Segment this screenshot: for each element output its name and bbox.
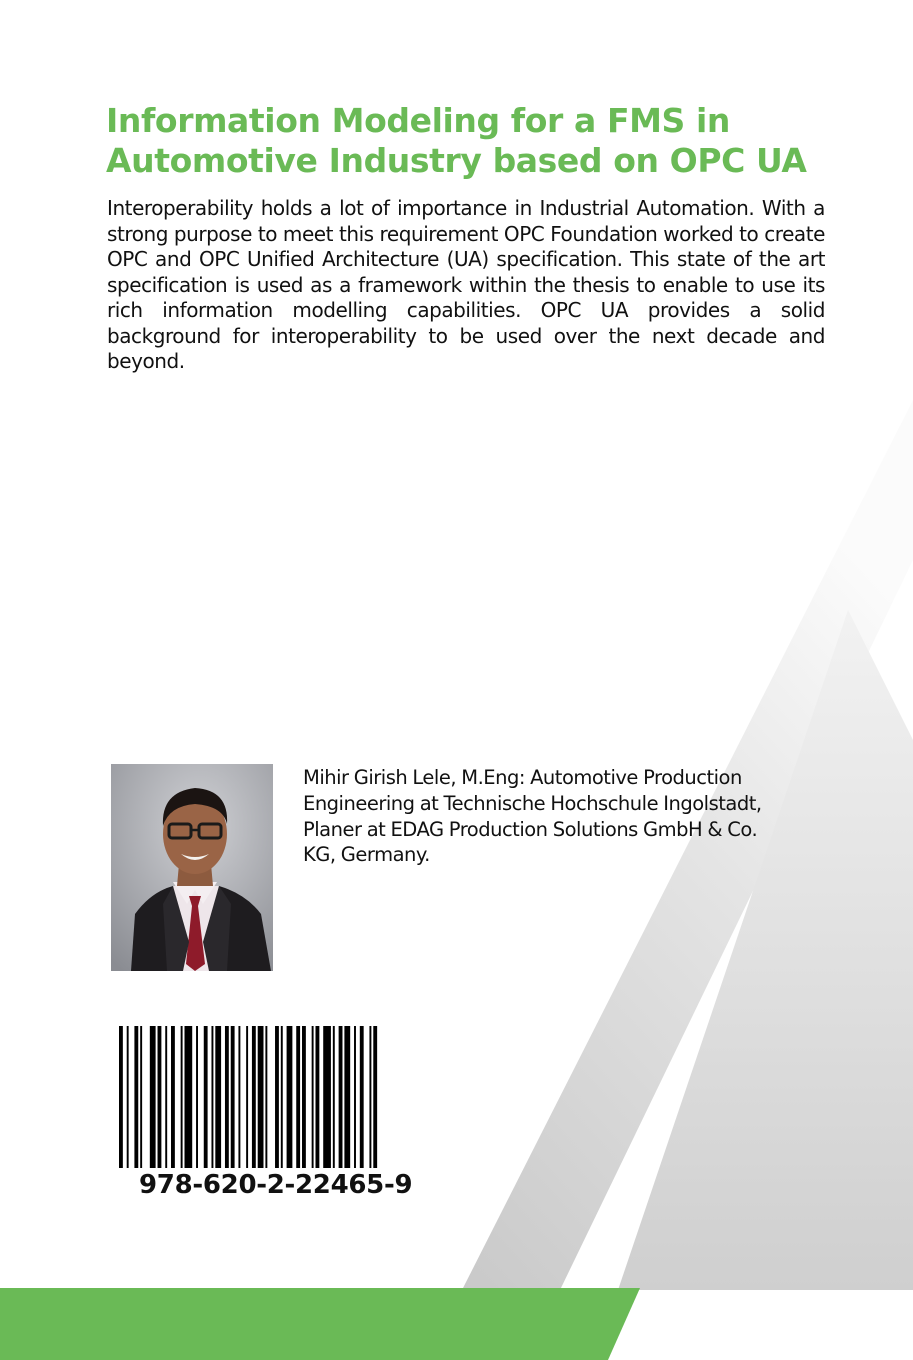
barcode-bar bbox=[281, 1026, 283, 1168]
barcode-bar bbox=[360, 1026, 364, 1168]
author-bio bbox=[303, 765, 823, 868]
barcode-bar bbox=[171, 1026, 175, 1168]
author-bio-line-2: Engineering at Technische Hochschule Ingolstadt, bbox=[303, 791, 762, 815]
barcode-bar bbox=[275, 1026, 279, 1168]
barcode-bar bbox=[302, 1026, 306, 1168]
barcode-bar bbox=[150, 1026, 156, 1168]
book-title-line-1: Information Modeling for a FMS in bbox=[106, 101, 730, 140]
barcode-bar bbox=[215, 1026, 221, 1168]
barcode-bar bbox=[258, 1026, 264, 1168]
barcode-bar bbox=[333, 1026, 335, 1168]
isbn-number: 978-620-2-22465-9 bbox=[139, 1170, 413, 1200]
barcode-bar bbox=[252, 1026, 256, 1168]
barcode-bar bbox=[119, 1026, 123, 1168]
barcode-bar bbox=[185, 1026, 193, 1168]
barcode-bar bbox=[354, 1026, 356, 1168]
author-bio-line-4: KG, Germany. bbox=[303, 843, 430, 867]
barcode-bar bbox=[373, 1026, 377, 1168]
barcode-bar bbox=[165, 1026, 167, 1168]
barcode-bar bbox=[225, 1026, 229, 1168]
barcode-bar bbox=[339, 1026, 343, 1168]
barcode-bar bbox=[127, 1026, 129, 1168]
barcode-bar bbox=[211, 1026, 213, 1168]
barcode-bar bbox=[265, 1026, 267, 1168]
barcode-bar bbox=[287, 1026, 293, 1168]
barcode-bar bbox=[323, 1026, 331, 1168]
barcode-bar bbox=[134, 1026, 138, 1168]
barcode-bar bbox=[231, 1026, 235, 1168]
barcode-bar bbox=[181, 1026, 183, 1168]
book-title bbox=[106, 101, 866, 181]
barcode-bar bbox=[296, 1026, 300, 1168]
barcode-bar bbox=[312, 1026, 314, 1168]
barcode-bar bbox=[196, 1026, 198, 1168]
barcode-bar bbox=[204, 1026, 208, 1168]
book-title-line-2: Automotive Industry based on OPC UA bbox=[106, 141, 807, 180]
author-bio-line-3: Planer at EDAG Production Solutions GmbH & Co. bbox=[303, 817, 758, 841]
barcode-bar bbox=[238, 1026, 240, 1168]
barcode-bar bbox=[369, 1026, 371, 1168]
author-portrait-icon bbox=[111, 764, 273, 971]
book-blurb: Interoperability holds a lot of importance in Industrial Automation. With a strong purpose to meet this requirement OPC Foundation worked to create OPC and OPC Unified Architecture (UA) specification. This state of the art specification is used as a framework within the thesis to enable to use its rich information modelling capabilities. OPC UA provides a solid background for interoperability to be used over the next decade and beyond. bbox=[107, 196, 825, 373]
author-bio-line-1: Mihir Girish Lele, M.Eng: Automotive Production bbox=[303, 766, 742, 789]
barcode-bar bbox=[246, 1026, 248, 1168]
barcode-bar bbox=[316, 1026, 320, 1168]
barcode-bar bbox=[140, 1026, 142, 1168]
author-photo bbox=[111, 764, 273, 971]
barcode-bar bbox=[344, 1026, 350, 1168]
isbn-barcode-icon bbox=[119, 1026, 381, 1168]
green-bottom-band bbox=[0, 1288, 640, 1360]
barcode-bar bbox=[158, 1026, 162, 1168]
